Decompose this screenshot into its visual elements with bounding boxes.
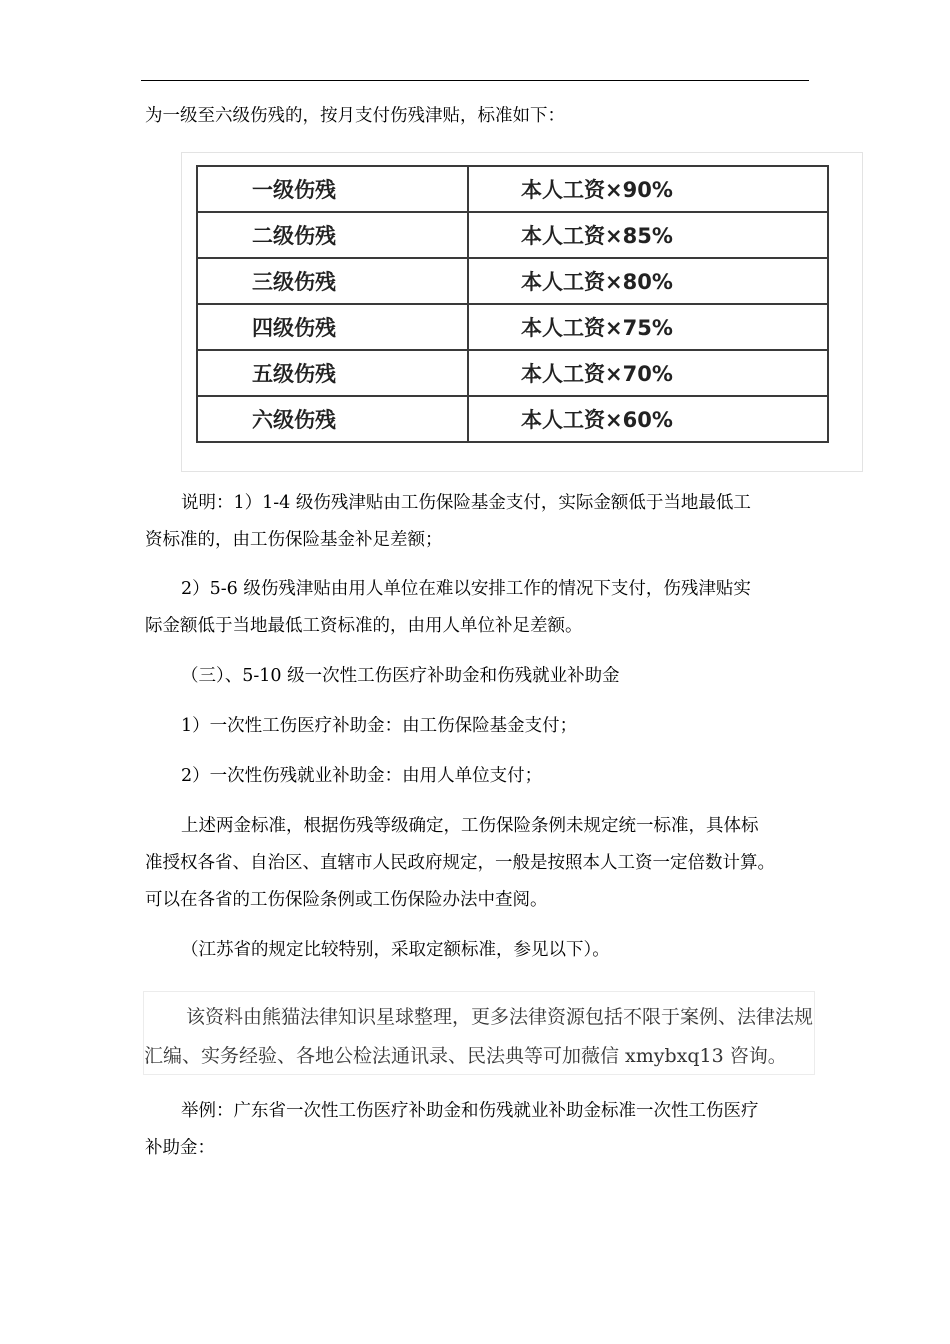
header-rule: [141, 80, 809, 81]
allowance-amount-cell: 本人工资×80%: [468, 258, 828, 304]
source-note-line-1: 该资料由熊猫法律知识星球整理，更多法律资源包括不限于案例、法律法规: [186, 1006, 814, 1028]
table-row: [197, 166, 828, 212]
allowance-amount-cell: 本人工资×70%: [468, 350, 828, 396]
table-row: [197, 212, 828, 258]
standards-line-3: 可以在各省的工伤保险条例或工伤保险办法中查阅。: [145, 890, 548, 910]
note-2-line-1: 2）5-6 级伤残津贴由用人单位在难以安排工作的情况下支付，伤残津贴实: [181, 579, 751, 599]
disability-allowance-table: [196, 165, 829, 443]
allowance-amount-cell: 本人工资×60%: [468, 396, 828, 442]
disability-allowance-table-image: [181, 152, 863, 472]
disability-grade-cell: 三级伤残: [197, 258, 468, 304]
disability-grade-cell: 四级伤残: [197, 304, 468, 350]
note-2-line-2: 际金额低于当地最低工资标准的，由用人单位补足差额。: [145, 616, 583, 636]
disability-grade-cell: 六级伤残: [197, 396, 468, 442]
example-line-2: 补助金：: [145, 1138, 215, 1158]
table-row: [197, 350, 828, 396]
jiangsu-note: （江苏省的规定比较特别，采取定额标准，参见以下）。: [181, 940, 610, 960]
table-row: [197, 304, 828, 350]
example-line-1: 举例：广东省一次性工伤医疗补助金和伤残就业补助金标准一次性工伤医疗: [181, 1101, 759, 1121]
allowance-amount-cell: 本人工资×90%: [468, 166, 828, 212]
employment-subsidy-item: 2）一次性伤残就业补助金：由用人单位支付；: [181, 766, 543, 786]
standards-line-2: 准授权各省、自治区、直辖市人民政府规定，一般是按照本人工资一定倍数计算。: [145, 853, 775, 873]
section-heading-3: （三）、5-10 级一次性工伤医疗补助金和伤残就业补助金: [181, 666, 620, 686]
disability-grade-cell: 五级伤残: [197, 350, 468, 396]
allowance-amount-cell: 本人工资×75%: [468, 304, 828, 350]
table-row: [197, 258, 828, 304]
medical-subsidy-item: 1）一次性工伤医疗补助金：由工伤保险基金支付；: [181, 716, 578, 736]
table-row: [197, 396, 828, 442]
explanation-line-1: 说明：1）1-4 级伤残津贴由工伤保险基金支付，实际金额低于当地最低工: [181, 493, 751, 513]
explanation-line-2: 资标准的，由工伤保险基金补足差额；: [145, 530, 443, 550]
intro-paragraph: 为一级至六级伤残的，按月支付伤残津贴，标准如下：: [145, 106, 565, 126]
disability-grade-cell: 一级伤残: [197, 166, 468, 212]
source-note-box: [143, 991, 815, 1075]
allowance-amount-cell: 本人工资×85%: [468, 212, 828, 258]
standards-line-1: 上述两金标准，根据伤残等级确定，工伤保险条例未规定统一标准，具体标: [181, 816, 759, 836]
source-note-line-2: 汇编、实务经验、各地公检法通讯录、民法典等可加薇信 xmybxq13 咨询。: [144, 1045, 787, 1067]
disability-grade-cell: 二级伤残: [197, 212, 468, 258]
